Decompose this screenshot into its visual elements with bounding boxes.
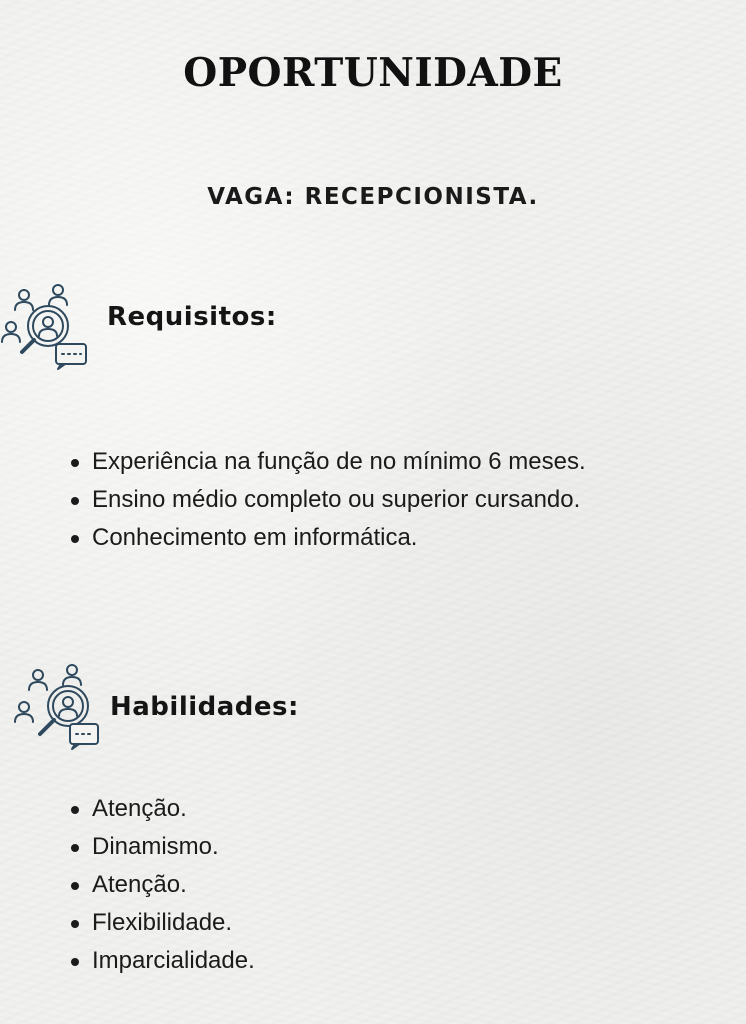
list-item: Imparcialidade. bbox=[68, 942, 255, 980]
list-item: Conhecimento em informática. bbox=[68, 519, 586, 557]
list-item: Flexibilidade. bbox=[68, 904, 255, 942]
habilidades-list bbox=[68, 790, 255, 980]
people-search-icon bbox=[0, 280, 92, 372]
list-item: Experiência na função de no mínimo 6 meses. bbox=[68, 443, 586, 481]
list-item: Ensino médio completo ou superior cursando. bbox=[68, 481, 586, 519]
list-item: Dinamismo. bbox=[68, 828, 255, 866]
requisitos-heading: Requisitos: bbox=[107, 302, 277, 332]
page-title: OPORTUNIDADE bbox=[183, 50, 563, 96]
people-search-icon bbox=[10, 660, 102, 752]
requisitos-list bbox=[68, 443, 586, 557]
list-item: Atenção. bbox=[68, 866, 255, 904]
job-title: VAGA: RECEPCIONISTA. bbox=[207, 184, 539, 210]
habilidades-heading: Habilidades: bbox=[110, 692, 299, 722]
list-item: Atenção. bbox=[68, 790, 255, 828]
